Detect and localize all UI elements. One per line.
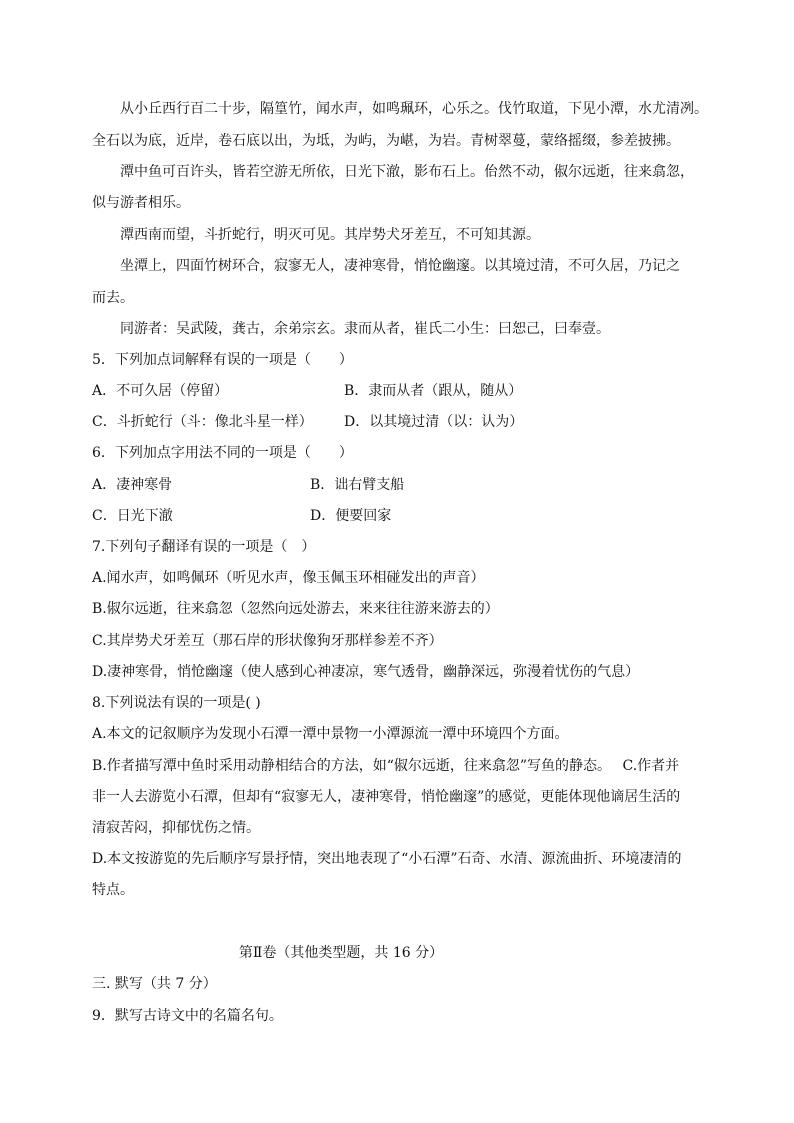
q5-option-d: D．以其境过清（以：认为） <box>344 414 524 430</box>
q8-stem: 8.下列说法有误的一项是( ) <box>92 695 261 711</box>
q7-option-d: D.凄神寒骨，悄怆幽邃（使人感到心神凄凉，寒气透骨，幽静深远，弥漫着忧伤的气息） <box>92 664 640 680</box>
passage-p1-line2: 全石以为底，近岸，卷石底以出，为坻，为屿，为嵁，为岩。青树翠蔓，蒙络摇缀，参差披拂。 <box>92 133 680 149</box>
q8-option-a: A.本文的记叙顺序为发现小石潭一潭中景物一小潭源流一潭中环境四个方面。 <box>92 726 569 742</box>
q7-option-b: B.俶尔远逝，往来翕忽（忽然向远处游去，来来往往游来游去的） <box>92 601 499 617</box>
q6-stem: 6．下列加点字用法不同的一项是（ ） <box>92 445 353 461</box>
passage-p5-line1: 同游者：吴武陵，龚古，余弟宗玄。隶而从者，崔氏二小生：曰恕己，曰奉壹。 <box>120 321 610 337</box>
q6-option-b: B．诎右臂支船 <box>310 477 405 493</box>
q6-option-c: C．日光下澈 <box>92 508 173 524</box>
part2-title: 第Ⅱ卷（其他类型题，共 16 分） <box>238 945 444 961</box>
q8-option-c-line2: 非一人去游览小石潭，但却有“寂寥无人，凄神寒骨，悄怆幽邃”的感觉，更能体现他谪居生活的 <box>92 789 681 805</box>
passage-p4-line1: 坐潭上，四面竹树环合，寂寥无人，凄神寒骨，悄怆幽邃。以其境过清，不可久居，乃记之 <box>120 258 680 274</box>
q5-option-b: B．隶而从者（跟从，随从） <box>344 383 523 399</box>
passage-p4-line2: 而去。 <box>92 290 134 306</box>
passage-p3-line1: 潭西南而望，斗折蛇行，明灭可见。其岸势犬牙差互，不可知其源。 <box>120 227 540 243</box>
q8-option-b-line1: B.作者描写潭中鱼时采用动静相结合的方法，如“俶尔远逝，往来翕忽”写鱼的静态。 C.作者并 <box>92 758 680 774</box>
passage-p1-line1: 从小丘西行百二十步，隔篁竹，闻水声，如鸣珮环，心乐之。伐竹取道，下见小潭，水尤清冽。 <box>120 101 708 117</box>
section3-heading: 三. 默写（共 7 分） <box>92 976 217 992</box>
q9-stem: 9．默写古诗文中的名篇名句。 <box>92 1008 283 1024</box>
q8-option-d-line2: 特点。 <box>92 882 134 898</box>
q7-stem: 7.下列句子翻译有误的一项是（ ） <box>92 539 316 555</box>
q5-stem: 5．下列加点词解释有误的一项是（ ） <box>92 352 353 368</box>
q5-option-a: A．不可久居（停留） <box>92 383 229 399</box>
q5-option-c: C．斗折蛇行（斗：像北斗星一样） <box>92 414 313 430</box>
q7-option-a: A.闻水声，如鸣佩环（听见水声，像玉佩玉环相碰发出的声音） <box>92 570 485 586</box>
q8-option-d-line1: D.本文按游览的先后顺序写景抒情，突出地表现了“小石潭”石奇、水清、源流曲折、环境凄清的 <box>92 851 682 867</box>
q7-option-c: C.其岸势犬牙差互（那石岸的形状像狗牙那样参差不齐） <box>92 633 443 649</box>
q6-option-d: D．便要回家 <box>310 508 392 524</box>
passage-p2-line2: 似与游者相乐。 <box>92 195 190 211</box>
q8-option-c-line3: 清寂苦闷，抑郁忧伤之情。 <box>92 820 260 836</box>
passage-p2-line1: 潭中鱼可百许头，皆若空游无所依，日光下澈，影布石上。佁然不动，俶尔远逝，往来翕忽， <box>120 164 694 180</box>
q6-option-a: A．凄神寒骨 <box>92 477 173 493</box>
